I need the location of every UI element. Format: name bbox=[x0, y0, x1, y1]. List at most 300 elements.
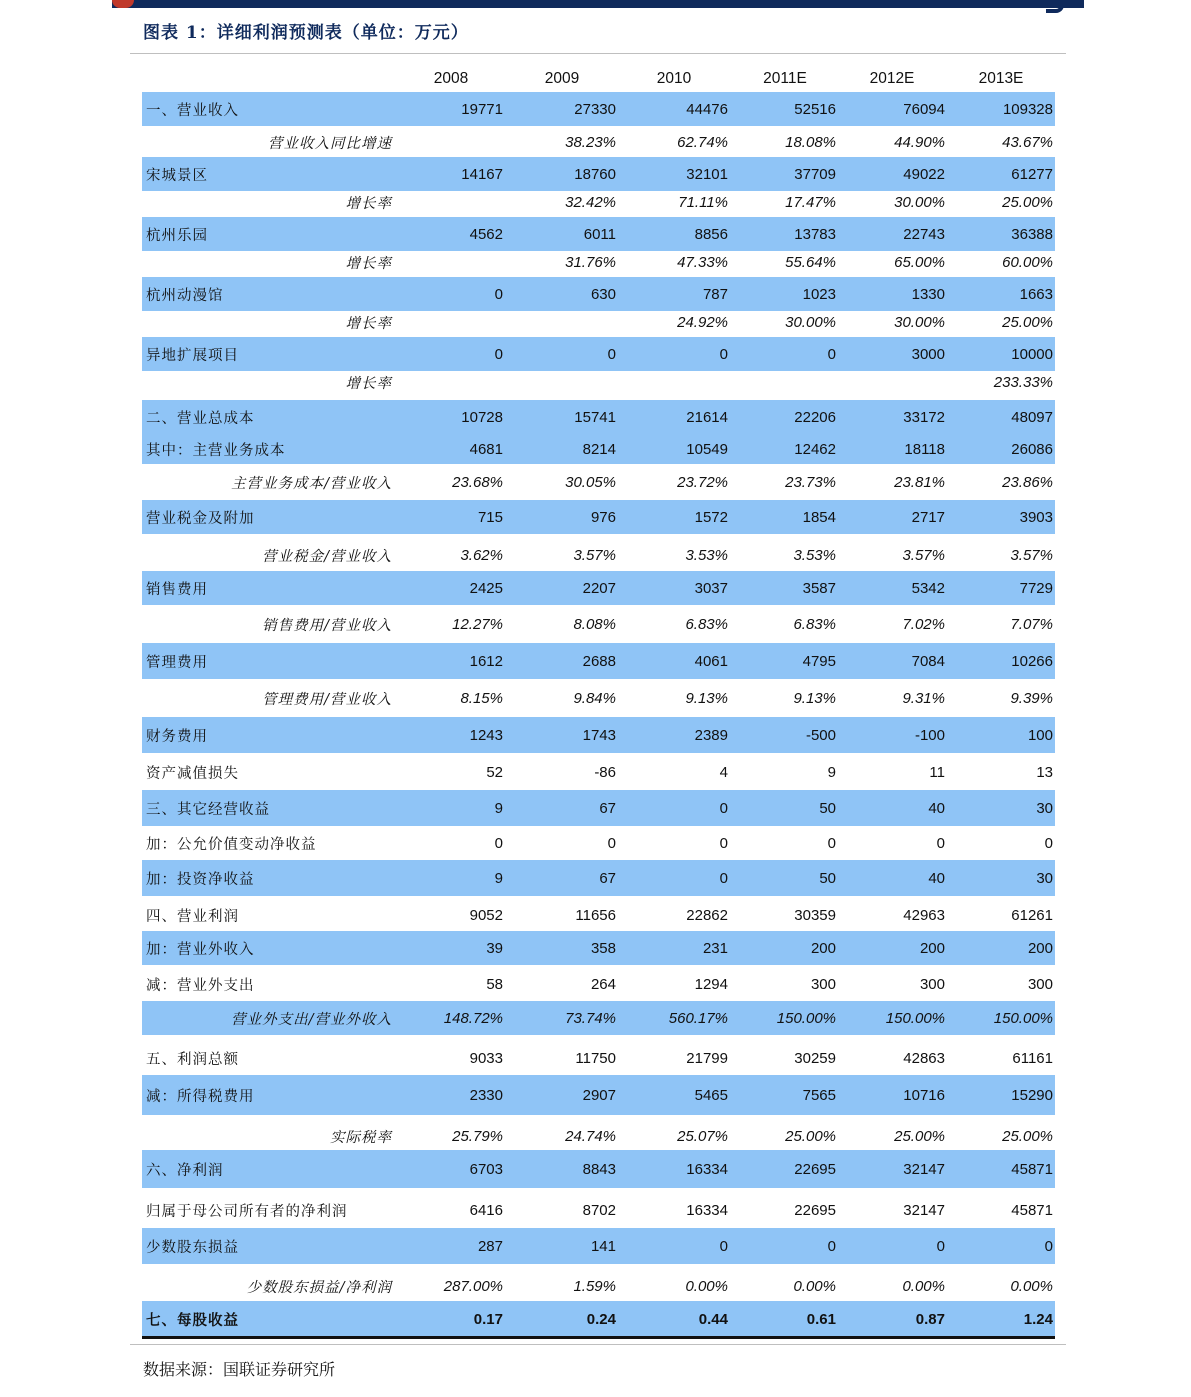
table-cell: 73.74% bbox=[565, 1009, 616, 1027]
table-cell: 24.92% bbox=[677, 313, 728, 331]
table-cell: 22206 bbox=[794, 408, 836, 426]
row-label: 资产减值损失 bbox=[146, 765, 239, 782]
table-row bbox=[142, 337, 1055, 371]
row-label: 营业收入同比增速 bbox=[268, 135, 392, 152]
table-cell: 200 bbox=[810, 939, 836, 957]
table-cell: 6.83% bbox=[685, 615, 728, 633]
row-label: 主营业务成本/营业收入 bbox=[231, 475, 392, 492]
table-cell: 61277 bbox=[1011, 165, 1053, 183]
row-label: 营业外支出/营业外收入 bbox=[231, 1011, 392, 1028]
table-row bbox=[142, 307, 1055, 337]
table-cell: 7565 bbox=[802, 1086, 836, 1104]
row-label: 管理费用 bbox=[146, 654, 208, 671]
table-cell: 23.68% bbox=[452, 473, 503, 491]
table-row bbox=[142, 127, 1055, 157]
table-cell: 0.00% bbox=[793, 1277, 836, 1295]
table-cell: 200 bbox=[919, 939, 945, 957]
table-cell: 23.72% bbox=[677, 473, 728, 491]
table-row bbox=[142, 931, 1055, 965]
table-cell bbox=[402, 127, 503, 157]
table-row bbox=[142, 1150, 1055, 1188]
table-cell: 141 bbox=[590, 1237, 616, 1255]
table-cell: 50 bbox=[819, 869, 836, 887]
top-rule bbox=[130, 53, 1066, 54]
row-label: 营业税金及附加 bbox=[146, 510, 255, 527]
table-cell: 287 bbox=[477, 1237, 503, 1255]
table-cell: 18760 bbox=[574, 165, 616, 183]
table-cell: 8214 bbox=[582, 440, 616, 458]
table-cell: 0.17 bbox=[473, 1310, 503, 1328]
table-cell: 0 bbox=[827, 1237, 836, 1255]
column-header: 2012E bbox=[869, 70, 915, 87]
row-label: 六、净利润 bbox=[146, 1162, 224, 1179]
table-cell: 62.74% bbox=[677, 133, 728, 151]
row-label: 三、其它经营收益 bbox=[146, 801, 270, 818]
table-cell: 9.31% bbox=[902, 689, 945, 707]
table-cell: 45871 bbox=[1011, 1160, 1053, 1178]
table-row bbox=[142, 717, 1055, 753]
table-cell: 150.00% bbox=[993, 1009, 1053, 1027]
table-cell: 52516 bbox=[794, 100, 836, 118]
table-cell: 9.84% bbox=[573, 689, 616, 707]
row-label: 二、营业总成本 bbox=[146, 410, 255, 427]
table-row bbox=[142, 1040, 1055, 1076]
table-cell: 300 bbox=[810, 975, 836, 993]
table-cell: 0 bbox=[494, 345, 503, 363]
table-cell: 44.90% bbox=[894, 133, 945, 151]
table-cell: 0 bbox=[494, 285, 503, 303]
table-cell: 560.17% bbox=[668, 1009, 728, 1027]
table-cell: 15741 bbox=[574, 408, 616, 426]
table-cell: 22695 bbox=[794, 1160, 836, 1178]
table-cell: 71.11% bbox=[678, 193, 728, 211]
table-cell: 9033 bbox=[469, 1049, 503, 1067]
row-label: 杭州动漫馆 bbox=[146, 287, 224, 304]
row-label: 归属于母公司所有者的净利润 bbox=[146, 1203, 348, 1220]
table-row bbox=[142, 277, 1055, 311]
table-cell: 233.33% bbox=[993, 373, 1053, 391]
table-cell: 22862 bbox=[686, 906, 728, 924]
table-cell: 4681 bbox=[469, 440, 503, 458]
table-cell: 30.00% bbox=[894, 313, 945, 331]
table-cell: 9.39% bbox=[1010, 689, 1053, 707]
table-cell: 1.59% bbox=[573, 1277, 616, 1295]
table-cell: 3.57% bbox=[1010, 546, 1053, 564]
row-label: 营业税金/营业收入 bbox=[262, 548, 392, 565]
table-cell: 61261 bbox=[1011, 906, 1053, 924]
table-cell: 18118 bbox=[904, 440, 945, 458]
table-cell: 0 bbox=[719, 869, 728, 887]
table-cell: 1612 bbox=[469, 652, 503, 670]
column-header: 2009 bbox=[544, 70, 580, 87]
table-row bbox=[142, 1001, 1055, 1035]
table-cell: 9.13% bbox=[685, 689, 728, 707]
table-cell: 60.00% bbox=[1002, 253, 1053, 271]
row-label: 减：所得税费用 bbox=[146, 1088, 255, 1105]
table-cell: 148.72% bbox=[443, 1009, 503, 1027]
table-cell: 25.00% bbox=[785, 1127, 836, 1145]
table-cell: 0 bbox=[936, 834, 945, 852]
table-cell: 976 bbox=[590, 508, 616, 526]
table-cell: 52 bbox=[486, 763, 503, 781]
table-cell: 1243 bbox=[469, 726, 503, 744]
table-cell: 49022 bbox=[903, 165, 945, 183]
table-cell: 300 bbox=[1027, 975, 1053, 993]
table-cell: 13783 bbox=[794, 225, 836, 243]
table-cell: 287.00% bbox=[443, 1277, 503, 1295]
table-row bbox=[142, 434, 1055, 464]
table-cell: 48097 bbox=[1011, 408, 1053, 426]
table-cell: 300 bbox=[919, 975, 945, 993]
row-label: 销售费用 bbox=[146, 581, 208, 598]
table-cell: 3903 bbox=[1019, 508, 1053, 526]
row-label: 七、每股收益 bbox=[146, 1311, 239, 1329]
table-cell: 32101 bbox=[686, 165, 728, 183]
row-label: 宋城景区 bbox=[146, 167, 208, 184]
table-cell: 2688 bbox=[582, 652, 616, 670]
table-cell: 11656 bbox=[575, 906, 616, 924]
table-cell: 30 bbox=[1036, 799, 1053, 817]
table-cell: 7.07% bbox=[1010, 615, 1053, 633]
table-cell bbox=[616, 367, 728, 397]
table-cell: 0 bbox=[936, 1237, 945, 1255]
table-row bbox=[142, 1301, 1055, 1337]
table-cell: 25.79% bbox=[452, 1127, 503, 1145]
table-cell: 2389 bbox=[694, 726, 728, 744]
table-cell: 40 bbox=[928, 869, 945, 887]
table-cell: 39 bbox=[486, 939, 503, 957]
table-cell: 22743 bbox=[903, 225, 945, 243]
table-cell bbox=[503, 367, 616, 397]
column-header: 2011E bbox=[763, 70, 807, 87]
table-cell: 67 bbox=[599, 799, 616, 817]
table-cell: 42963 bbox=[903, 906, 945, 924]
table-cell: 24.74% bbox=[565, 1127, 616, 1145]
table-row bbox=[142, 1228, 1055, 1264]
table-cell: 200 bbox=[1027, 939, 1053, 957]
table-cell: 1330 bbox=[911, 285, 945, 303]
table-row bbox=[142, 367, 1055, 397]
table-cell: 23.81% bbox=[894, 473, 945, 491]
table-cell: 0 bbox=[719, 834, 728, 852]
table-cell: 3.53% bbox=[685, 546, 728, 564]
table-header-row bbox=[142, 64, 1055, 94]
row-label: 实际税率 bbox=[330, 1129, 392, 1146]
table-cell: 21614 bbox=[686, 408, 728, 426]
table-row bbox=[142, 187, 1055, 217]
table-row bbox=[142, 860, 1055, 896]
row-label: 四、营业利润 bbox=[146, 908, 239, 925]
table-cell: 1663 bbox=[1019, 285, 1053, 303]
table-cell: 4061 bbox=[694, 652, 728, 670]
table-row bbox=[142, 826, 1055, 860]
table-cell: 787 bbox=[702, 285, 728, 303]
table-row bbox=[142, 605, 1055, 643]
table-cell: 10549 bbox=[686, 440, 728, 458]
table-cell: 13 bbox=[1036, 763, 1053, 781]
table-cell: 44476 bbox=[686, 100, 728, 118]
table-row bbox=[142, 500, 1055, 534]
table-cell: 12462 bbox=[794, 440, 836, 458]
table-cell: 25.00% bbox=[1002, 193, 1053, 211]
row-label: 加：营业外收入 bbox=[146, 941, 255, 958]
table-cell bbox=[836, 367, 945, 397]
table-cell: 2207 bbox=[582, 579, 616, 597]
table-cell: 0.00% bbox=[685, 1277, 728, 1295]
table-cell: 19771 bbox=[461, 100, 503, 118]
table-row bbox=[142, 966, 1055, 1002]
table-cell: 36388 bbox=[1011, 225, 1053, 243]
row-label: 少数股东损益/净利润 bbox=[246, 1279, 392, 1296]
row-label: 增长率 bbox=[345, 375, 392, 392]
table-cell: 1854 bbox=[802, 508, 836, 526]
table-cell: 2425 bbox=[469, 579, 503, 597]
table-cell: 17.47% bbox=[785, 193, 836, 211]
table-cell: 0 bbox=[494, 834, 503, 852]
table-cell: 42863 bbox=[903, 1049, 945, 1067]
table-cell: 4795 bbox=[802, 652, 836, 670]
row-label: 少数股东损益 bbox=[146, 1239, 239, 1256]
column-header: 2010 bbox=[656, 70, 692, 87]
table-cell bbox=[402, 187, 503, 217]
table-cell: 2717 bbox=[911, 508, 945, 526]
table-row bbox=[142, 247, 1055, 277]
table-cell: 31.76% bbox=[565, 253, 616, 271]
table-cell: 0 bbox=[827, 834, 836, 852]
table-cell: 55.64% bbox=[785, 253, 836, 271]
table-cell: 22695 bbox=[794, 1201, 836, 1219]
corner-curl bbox=[1046, 0, 1064, 13]
table-cell: 358 bbox=[590, 939, 616, 957]
table-cell: 0 bbox=[607, 345, 616, 363]
bottom-rule bbox=[130, 1344, 1066, 1345]
table-cell: 9 bbox=[494, 869, 503, 887]
table-cell: 37709 bbox=[794, 165, 836, 183]
table-cell: 50 bbox=[819, 799, 836, 817]
table-cell: 6.83% bbox=[793, 615, 836, 633]
table-cell: 23.73% bbox=[785, 473, 836, 491]
top-bar bbox=[112, 0, 1084, 8]
table-cell: 9.13% bbox=[793, 689, 836, 707]
table-cell: 2330 bbox=[469, 1086, 503, 1104]
table-row bbox=[142, 1118, 1055, 1154]
table-cell: 0 bbox=[1044, 834, 1053, 852]
table-cell: 38.23% bbox=[565, 133, 616, 151]
row-label: 增长率 bbox=[345, 315, 392, 332]
table-cell: 9 bbox=[827, 763, 836, 781]
table-cell: 7729 bbox=[1019, 579, 1053, 597]
table-cell: 0 bbox=[1044, 1237, 1053, 1255]
table-cell: 30.05% bbox=[565, 473, 616, 491]
table-cell: 7084 bbox=[911, 652, 945, 670]
table-cell: 47.33% bbox=[677, 253, 728, 271]
table-cell: 150.00% bbox=[776, 1009, 836, 1027]
table-cell: 30259 bbox=[794, 1049, 836, 1067]
table-cell: 30359 bbox=[794, 906, 836, 924]
table-cell bbox=[402, 307, 503, 337]
table-cell: 0 bbox=[827, 345, 836, 363]
table-cell: 32147 bbox=[903, 1160, 945, 1178]
source-note: 数据来源：国联证券研究所 bbox=[143, 1360, 336, 1379]
table-cell: 0.61 bbox=[806, 1310, 836, 1328]
table-cell: -100 bbox=[914, 726, 945, 744]
table-cell: 6416 bbox=[469, 1201, 503, 1219]
table-cell: 23.86% bbox=[1002, 473, 1053, 491]
table-cell: 8.08% bbox=[573, 615, 616, 633]
table-cell: 0.44 bbox=[698, 1310, 728, 1328]
row-label: 五、利润总额 bbox=[146, 1051, 239, 1068]
table-cell: 11750 bbox=[575, 1049, 616, 1067]
table-cell: 6703 bbox=[469, 1160, 503, 1178]
column-header: 2013E bbox=[978, 70, 1024, 87]
table-row bbox=[142, 217, 1055, 251]
table-cell: 32.42% bbox=[565, 193, 616, 211]
table-row bbox=[142, 571, 1055, 605]
table-row bbox=[142, 754, 1055, 790]
table-row bbox=[142, 790, 1055, 826]
table-cell: 3.57% bbox=[902, 546, 945, 564]
table-cell: 0.87 bbox=[915, 1310, 945, 1328]
table-cell: 9 bbox=[494, 799, 503, 817]
table-cell: 16334 bbox=[686, 1160, 728, 1178]
table-cell: 3.53% bbox=[793, 546, 836, 564]
table-row bbox=[142, 897, 1055, 933]
table-row bbox=[142, 157, 1055, 191]
table-row bbox=[142, 536, 1055, 574]
table-cell: 0.24 bbox=[586, 1310, 616, 1328]
table-cell bbox=[728, 367, 836, 397]
table-row bbox=[142, 92, 1055, 126]
table-cell: 1294 bbox=[694, 975, 728, 993]
table-cell: 3.62% bbox=[460, 546, 503, 564]
column-header: 2008 bbox=[433, 70, 469, 87]
table-cell: 76094 bbox=[903, 100, 945, 118]
table-cell: 58 bbox=[486, 975, 503, 993]
row-label: 加：公允价值变动净收益 bbox=[146, 836, 317, 853]
table-cell: 0 bbox=[607, 834, 616, 852]
row-label: 加：投资净收益 bbox=[146, 871, 255, 888]
table-cell: 33172 bbox=[903, 408, 945, 426]
table-cell: 264 bbox=[590, 975, 616, 993]
table-cell bbox=[402, 367, 503, 397]
table-cell: 10728 bbox=[461, 408, 503, 426]
table-cell: 630 bbox=[590, 285, 616, 303]
table-cell: 231 bbox=[702, 939, 728, 957]
table-cell: 25.00% bbox=[1002, 313, 1053, 331]
table-cell: 0 bbox=[719, 1237, 728, 1255]
table-cell: 65.00% bbox=[894, 253, 945, 271]
table-cell: 32147 bbox=[903, 1201, 945, 1219]
table-cell: 15290 bbox=[1011, 1086, 1053, 1104]
table-cell: 0 bbox=[719, 345, 728, 363]
table-cell: 4 bbox=[719, 763, 728, 781]
table-cell: 25.00% bbox=[894, 1127, 945, 1145]
row-label: 异地扩展项目 bbox=[146, 347, 239, 364]
row-label: 财务费用 bbox=[146, 728, 208, 745]
table-cell: 0.00% bbox=[1010, 1277, 1053, 1295]
table-row bbox=[142, 643, 1055, 679]
table-cell: 3000 bbox=[911, 345, 945, 363]
table-cell: 1572 bbox=[694, 508, 728, 526]
table-cell: 11 bbox=[929, 763, 945, 781]
table-cell: 25.07% bbox=[677, 1127, 728, 1145]
table-cell: 7.02% bbox=[902, 615, 945, 633]
table-cell: 10000 bbox=[1011, 345, 1053, 363]
table-row bbox=[142, 1267, 1055, 1305]
row-label: 管理费用/营业收入 bbox=[262, 691, 392, 708]
table-row bbox=[142, 1192, 1055, 1228]
table-cell bbox=[402, 247, 503, 277]
table-cell: 3587 bbox=[802, 579, 836, 597]
table-cell: -86 bbox=[594, 763, 616, 781]
table-cell: 12.27% bbox=[452, 615, 503, 633]
table-cell: 43.67% bbox=[1002, 133, 1053, 151]
table-cell: 67 bbox=[599, 869, 616, 887]
table-cell: 8702 bbox=[582, 1201, 616, 1219]
figure-caption: 图表 1：详细利润预测表（单位：万元） bbox=[143, 23, 469, 43]
table-cell: 30.00% bbox=[785, 313, 836, 331]
table-cell bbox=[503, 307, 616, 337]
table-cell: 18.08% bbox=[785, 133, 836, 151]
row-label: 增长率 bbox=[345, 255, 392, 272]
table-cell: 2907 bbox=[582, 1086, 616, 1104]
table-cell: 8856 bbox=[694, 225, 728, 243]
table-cell: 8843 bbox=[582, 1160, 616, 1178]
table-cell: 27330 bbox=[574, 100, 616, 118]
table-cell: 3.57% bbox=[573, 546, 616, 564]
table-row bbox=[142, 400, 1055, 434]
table-cell: 16334 bbox=[686, 1201, 728, 1219]
row-label: 其中：主营业务成本 bbox=[146, 442, 286, 459]
table-cell: 9052 bbox=[469, 906, 503, 924]
table-cell: 1.24 bbox=[1023, 1310, 1053, 1328]
table-cell: 0 bbox=[719, 799, 728, 817]
table-cell: 1743 bbox=[582, 726, 616, 744]
row-label: 增长率 bbox=[345, 195, 392, 212]
table-cell: 10266 bbox=[1011, 652, 1053, 670]
table-cell: 109328 bbox=[1002, 100, 1053, 118]
table-cell: 5465 bbox=[694, 1086, 728, 1104]
table-cell: 45871 bbox=[1011, 1201, 1053, 1219]
table-cell: 4562 bbox=[469, 225, 503, 243]
table-cell: 26086 bbox=[1011, 440, 1053, 458]
table-cell: 14167 bbox=[461, 165, 503, 183]
table-cell: 25.00% bbox=[1002, 1127, 1053, 1145]
table-cell: 8.15% bbox=[460, 689, 503, 707]
table-bottom-border bbox=[142, 1336, 1055, 1339]
row-label: 销售费用/营业收入 bbox=[262, 617, 392, 634]
table-cell: 40 bbox=[928, 799, 945, 817]
table-cell: 61161 bbox=[1012, 1049, 1053, 1067]
table-row bbox=[142, 680, 1055, 716]
table-cell: 3037 bbox=[694, 579, 728, 597]
table-cell: 30 bbox=[1036, 869, 1053, 887]
table-cell: 1023 bbox=[802, 285, 836, 303]
table-cell: 21799 bbox=[686, 1049, 728, 1067]
table-cell: 100 bbox=[1027, 726, 1053, 744]
table-cell: 10716 bbox=[903, 1086, 945, 1104]
table-cell: -500 bbox=[805, 726, 836, 744]
row-label: 杭州乐园 bbox=[146, 227, 208, 244]
table-cell: 0.00% bbox=[902, 1277, 945, 1295]
table-cell: 715 bbox=[477, 508, 503, 526]
table-row bbox=[142, 464, 1055, 500]
row-label: 减：营业外支出 bbox=[146, 977, 255, 994]
row-label: 一、营业收入 bbox=[146, 102, 239, 119]
table-cell: 150.00% bbox=[885, 1009, 945, 1027]
table-cell: 30.00% bbox=[894, 193, 945, 211]
table-cell: 5342 bbox=[911, 579, 945, 597]
